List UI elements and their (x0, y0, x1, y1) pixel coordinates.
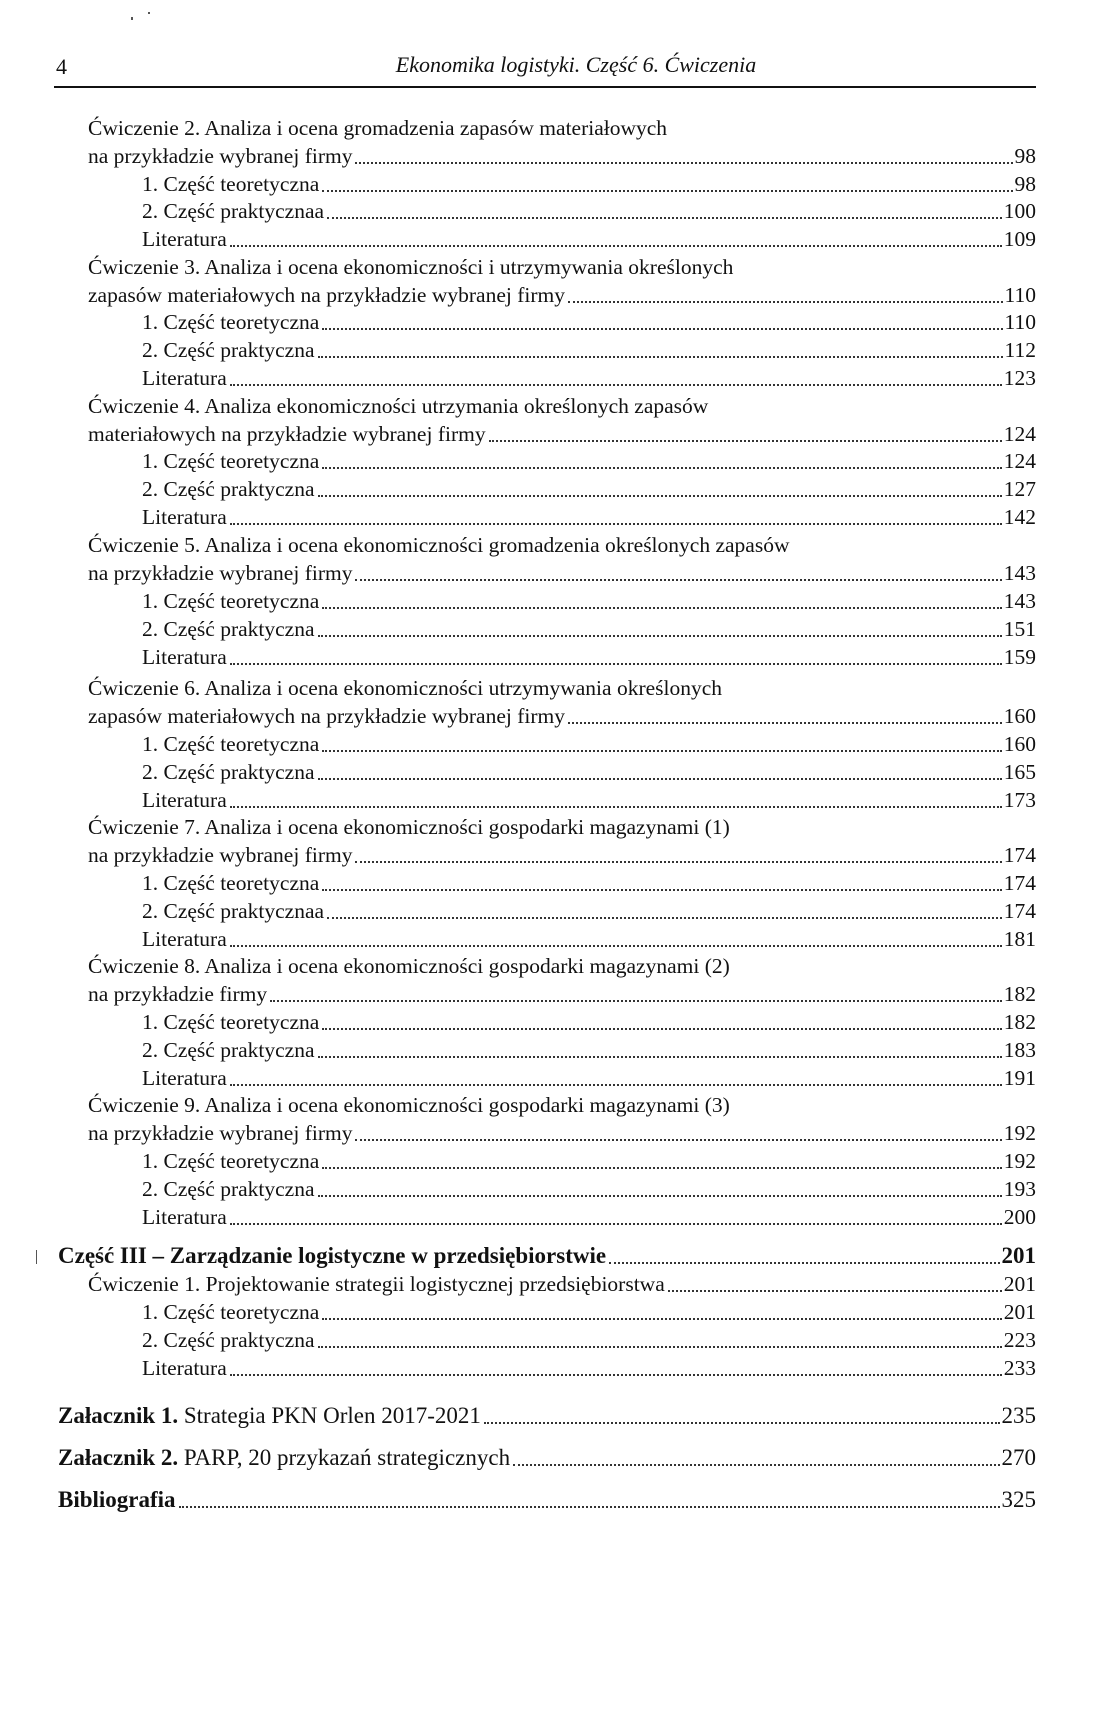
toc-entry[interactable]: zapasów materiałowych na przykładzie wybranej firmy 160 (88, 704, 1036, 728)
toc-entry[interactable]: 2. Część praktyczna 223 (142, 1328, 1036, 1352)
toc-annex-1[interactable]: Załacznik 1. Strategia PKN Orlen 2017-2021 235 (58, 1403, 1036, 1428)
toc-entry[interactable]: 1. Część teoretyczna 192 (142, 1149, 1036, 1173)
page-ref: 143 (1003, 561, 1036, 585)
toc-entry[interactable]: 2. Część praktyczna 193 (142, 1177, 1036, 1201)
toc-entry[interactable]: 1. Część teoretyczna 182 (142, 1010, 1036, 1034)
toc-entry[interactable]: 2. Część praktyczna 151 (142, 617, 1036, 641)
page-ref: 174 (1003, 871, 1036, 895)
toc-entry[interactable]: Literatura 233 (142, 1356, 1036, 1380)
toc-entry[interactable]: Literatura 200 (142, 1205, 1036, 1229)
dot-leader (668, 1289, 1002, 1292)
toc-entry[interactable]: 1. Część teoretyczna 174 (142, 871, 1036, 895)
page-ref: 181 (1003, 927, 1036, 951)
page-ref: 201 (1001, 1243, 1036, 1268)
page-ref: 142 (1003, 505, 1036, 529)
dot-leader (318, 1055, 1002, 1058)
dot-leader (318, 634, 1002, 637)
page-ref: 127 (1003, 477, 1036, 501)
toc-entry[interactable]: 1. Część teoretyczna 160 (142, 732, 1036, 756)
page-ref: 182 (1003, 982, 1036, 1006)
page-ref: 143 (1003, 589, 1036, 613)
dot-leader (484, 1421, 1000, 1424)
dot-leader (230, 662, 1002, 665)
toc-entry[interactable]: 1. Część teoretyczna 124 (142, 449, 1036, 473)
toc-entry[interactable]: Ćwiczenie 5. Analiza i ocena ekonomiczności gromadzenia określonych zapasów (88, 533, 790, 557)
toc-entry[interactable]: 1. Część teoretyczna 110 (142, 310, 1036, 334)
dot-leader (318, 1345, 1002, 1348)
page-ref: 201 (1003, 1272, 1036, 1296)
dot-leader (568, 300, 1003, 303)
toc-entry[interactable]: 2. Część praktyczna 183 (142, 1038, 1036, 1062)
toc-entry[interactable]: 1. Część teoretyczna 98 (142, 172, 1036, 196)
page-ref: 110 (1004, 310, 1036, 334)
page-ref: 223 (1003, 1328, 1036, 1352)
toc-entry[interactable]: Ćwiczenie 1. Projektowanie strategii logistycznej przedsiębiorstwa 201 (88, 1272, 1036, 1296)
scan-speck (36, 1250, 37, 1264)
toc-entry[interactable]: 1. Część teoretyczna 143 (142, 589, 1036, 613)
toc-entry[interactable]: zapasów materiałowych na przykładzie wybranej firmy 110 (88, 283, 1036, 307)
page-ref: 98 (1014, 144, 1036, 168)
toc-entry[interactable]: Ćwiczenie 6. Analiza i ocena ekonomiczności utrzymywania określonych (88, 676, 723, 700)
toc-entry[interactable]: materiałowych na przykładzie wybranej firmy 124 (88, 422, 1036, 446)
toc-entry[interactable]: na przykładzie wybranej firmy 98 (88, 144, 1036, 168)
page-ref: 270 (1001, 1445, 1036, 1470)
page-ref: 233 (1003, 1356, 1036, 1380)
page-ref: 160 (1003, 704, 1036, 728)
toc-entry[interactable]: Ćwiczenie 3. Analiza i ocena ekonomiczności i utrzymywania określonych (88, 255, 734, 279)
dot-leader (230, 244, 1002, 247)
toc-entry[interactable]: Literatura 159 (142, 645, 1036, 669)
dot-leader (230, 1083, 1002, 1086)
dot-leader (270, 999, 1002, 1002)
toc-entry[interactable]: na przykładzie wybranej firmy 174 (88, 843, 1036, 867)
toc-entry[interactable]: na przykładzie wybranej firmy 143 (88, 561, 1036, 585)
page-ref: 183 (1003, 1038, 1036, 1062)
toc-annex-2[interactable]: Załacznik 2. PARP, 20 przykazań strategicznych 270 (58, 1445, 1036, 1470)
dot-leader (230, 1222, 1002, 1225)
page-ref: 174 (1003, 843, 1036, 867)
dot-leader (179, 1505, 1000, 1508)
dot-leader (322, 1166, 1001, 1169)
toc-entry[interactable]: Ćwiczenie 8. Analiza i ocena ekonomiczności gospodarki magazynami (2) (88, 954, 730, 978)
toc-entry[interactable]: Ćwiczenie 7. Analiza i ocena ekonomiczności gospodarki magazynami (1) (88, 815, 730, 839)
page-ref: 191 (1003, 1066, 1036, 1090)
dot-leader (318, 494, 1002, 497)
dot-leader (355, 860, 1001, 863)
page-ref: 182 (1003, 1010, 1036, 1034)
dot-leader (355, 578, 1001, 581)
dot-leader (322, 327, 1002, 330)
page-ref: 159 (1003, 645, 1036, 669)
toc-entry[interactable]: 2. Część praktycznaa 100 (142, 199, 1036, 223)
page-ref: 174 (1003, 899, 1036, 923)
toc-entry[interactable]: Literatura 191 (142, 1066, 1036, 1090)
dot-leader (489, 439, 1002, 442)
page-ref: 100 (1003, 199, 1036, 223)
page-ref: 109 (1003, 227, 1036, 251)
toc-entry[interactable]: 1. Część teoretyczna 201 (142, 1300, 1036, 1324)
page-ref: 124 (1003, 449, 1036, 473)
toc-entry[interactable]: 2. Część praktyczna 127 (142, 477, 1036, 501)
dot-leader (230, 944, 1002, 947)
page-ref: 165 (1003, 760, 1036, 784)
toc-entry[interactable]: Ćwiczenie 9. Analiza i ocena ekonomiczności gospodarki magazynami (3) (88, 1093, 730, 1117)
dot-leader (322, 749, 1001, 752)
dot-leader (230, 383, 1002, 386)
page-number: 4 (56, 54, 67, 79)
running-head (56, 50, 1036, 80)
dot-leader (327, 916, 1002, 919)
page-ref: 98 (1014, 172, 1036, 196)
page-ref: 192 (1003, 1121, 1036, 1145)
dot-leader (322, 189, 1012, 192)
toc-bibliography[interactable]: Bibliografia 325 (58, 1487, 1036, 1512)
page-ref: 192 (1003, 1149, 1036, 1173)
toc-entry[interactable]: Literatura 123 (142, 366, 1036, 390)
page-ref: 173 (1003, 788, 1036, 812)
page-ref: 325 (1001, 1487, 1036, 1512)
toc-entry[interactable]: 2. Część praktyczna 165 (142, 760, 1036, 784)
toc-entry[interactable]: 2. Część praktycznaa 174 (142, 899, 1036, 923)
page-ref: 123 (1003, 366, 1036, 390)
toc-entry[interactable]: Literatura 173 (142, 788, 1036, 812)
dot-leader (513, 1463, 999, 1466)
toc-entry[interactable]: 2. Część praktyczna 112 (142, 338, 1036, 362)
page-ref: 201 (1003, 1300, 1036, 1324)
dot-leader (322, 888, 1001, 891)
toc-entry[interactable]: Ćwiczenie 2. Analiza i ocena gromadzenia zapasów materiałowych (88, 116, 668, 140)
dot-leader (318, 1194, 1002, 1197)
header-rule (54, 86, 1036, 88)
toc-entry[interactable]: Literatura 181 (142, 927, 1036, 951)
dot-leader (609, 1261, 999, 1264)
dot-leader (568, 721, 1002, 724)
toc-entry[interactable]: Literatura 109 (142, 227, 1036, 251)
running-head-title: Ekonomika logistyki. Część 6. Ćwiczenia (395, 52, 757, 77)
page-ref: 124 (1003, 422, 1036, 446)
dot-leader (327, 216, 1002, 219)
dot-leader (355, 161, 1012, 164)
dot-leader (322, 1027, 1001, 1030)
page-ref: 151 (1003, 617, 1036, 641)
page-ref: 200 (1003, 1205, 1036, 1229)
page-ref: 110 (1004, 283, 1036, 307)
toc-entry[interactable]: na przykładzie firmy 182 (88, 982, 1036, 1006)
page-ref: 160 (1003, 732, 1036, 756)
dot-leader (322, 606, 1001, 609)
toc-part-heading[interactable]: Część III – Zarządzanie logistyczne w przedsiębiorstwie 201 (58, 1243, 1036, 1268)
toc-entry[interactable]: Ćwiczenie 4. Analiza ekonomiczności utrzymania określonych zapasów (88, 394, 709, 418)
dot-leader (230, 805, 1002, 808)
dot-leader (322, 466, 1001, 469)
page-ref: 235 (1001, 1403, 1036, 1428)
dot-leader (230, 522, 1002, 525)
dot-leader (355, 1138, 1001, 1141)
page-ref: 193 (1003, 1177, 1036, 1201)
dot-leader (230, 1373, 1002, 1376)
scan-speck (148, 12, 150, 14)
page-ref: 112 (1004, 338, 1036, 362)
toc-entry[interactable]: na przykładzie wybranej firmy 192 (88, 1121, 1036, 1145)
dot-leader (318, 777, 1002, 780)
dot-leader (322, 1317, 1001, 1320)
toc-entry[interactable]: Literatura 142 (142, 505, 1036, 529)
dot-leader (318, 355, 1003, 358)
scan-speck (131, 17, 133, 20)
